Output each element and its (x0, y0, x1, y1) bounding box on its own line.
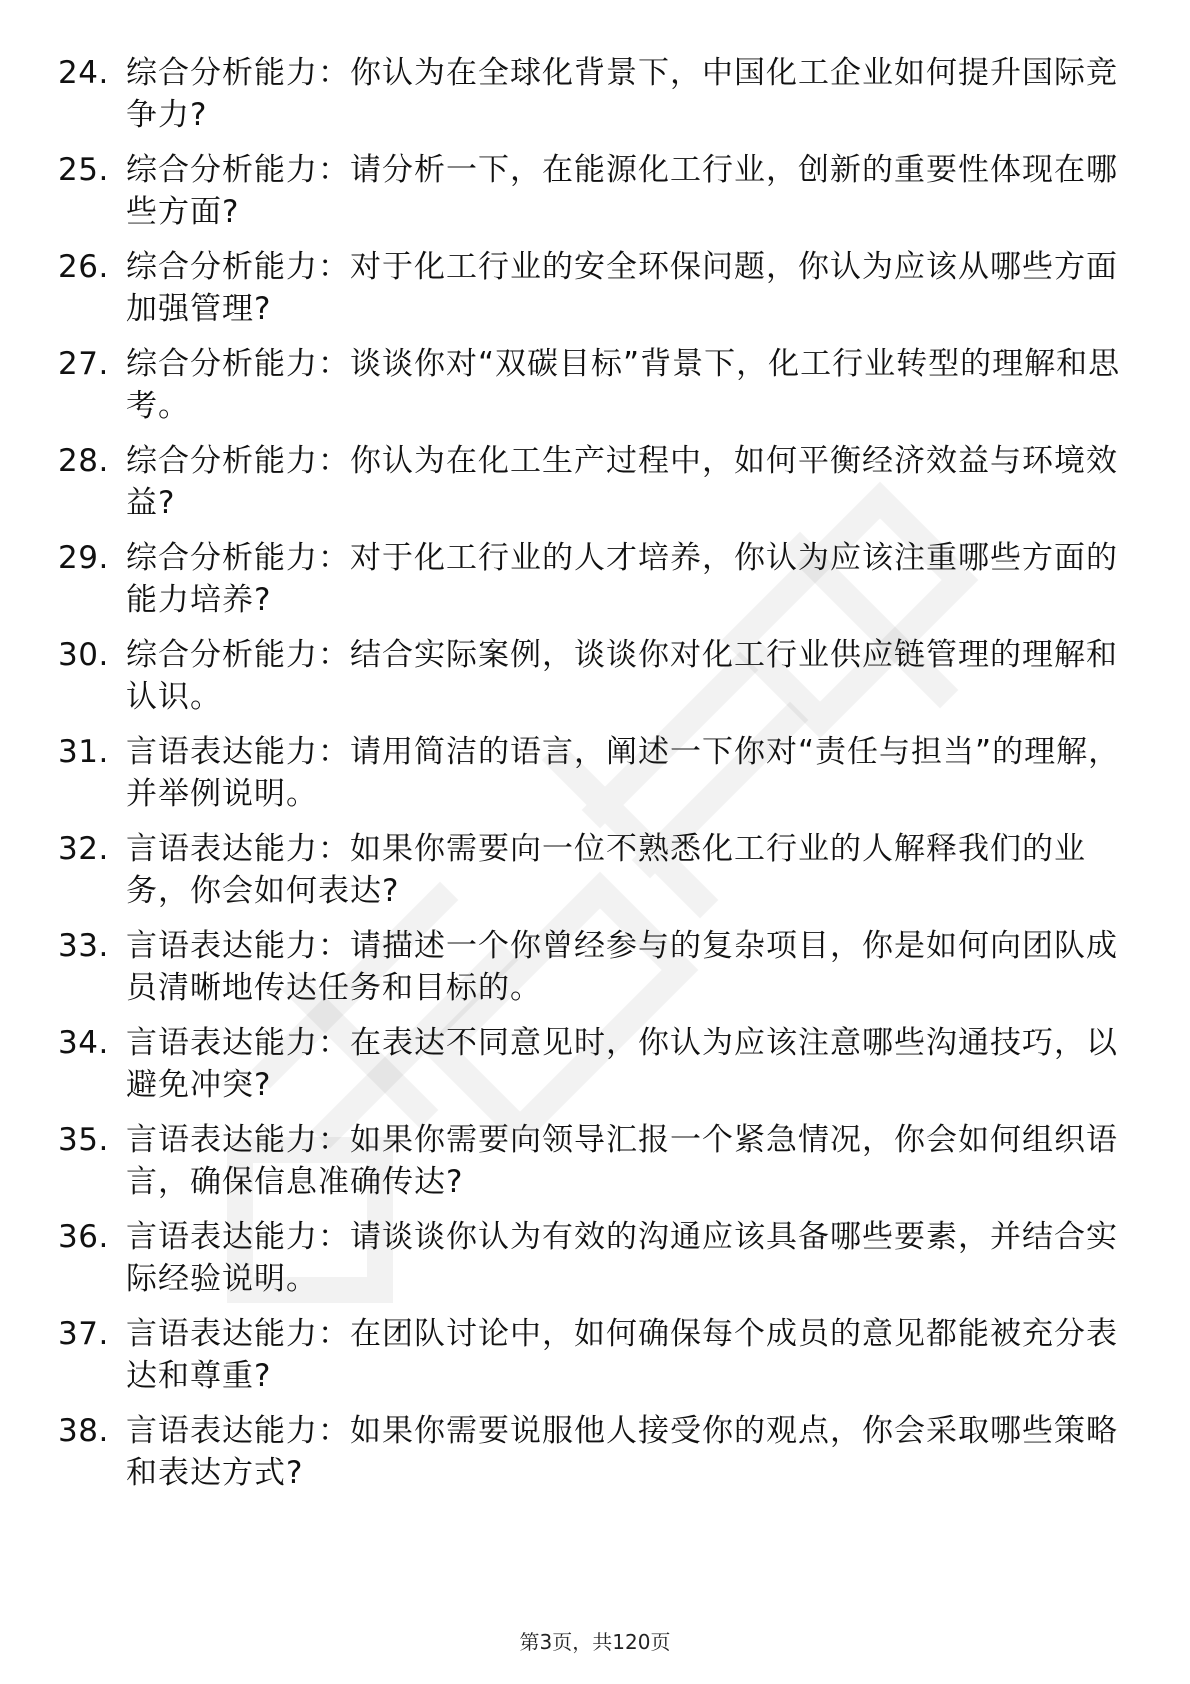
question-number: 24. (58, 55, 109, 91)
question-item (58, 52, 1138, 149)
question-text: 言语表达能力：在团队讨论中，如何确保每个成员的意见都能被充分表达和尊重? (126, 1316, 1118, 1394)
question-item (58, 731, 1138, 828)
question-item (58, 925, 1138, 1022)
question-text: 言语表达能力：如果你需要向一位不熟悉化工行业的人解释我们的业务，你会如何表达? (126, 831, 1086, 909)
question-item (58, 1410, 1138, 1507)
question-item (58, 440, 1138, 537)
question-number: 34. (58, 1025, 109, 1061)
question-number: 37. (58, 1316, 109, 1352)
question-item (58, 1119, 1138, 1216)
question-list (58, 52, 1138, 1507)
question-item (58, 1022, 1138, 1119)
question-number: 33. (58, 928, 109, 964)
question-text: 综合分析能力：谈谈你对“双碳目标”背景下，化工行业转型的理解和思考。 (126, 346, 1121, 424)
question-number: 35. (58, 1122, 109, 1158)
question-text: 综合分析能力：请分析一下，在能源化工行业，创新的重要性体现在哪些方面? (126, 152, 1118, 230)
question-item (58, 537, 1138, 634)
question-item (58, 1216, 1138, 1313)
question-item (58, 343, 1138, 440)
question-text: 言语表达能力：如果你需要说服他人接受你的观点，你会采取哪些策略和表达方式? (126, 1413, 1118, 1491)
question-number: 30. (58, 637, 109, 673)
question-text: 言语表达能力：请描述一个你曾经参与的复杂项目，你是如何向团队成员清晰地传达任务和目标的。 (126, 928, 1118, 1006)
question-number: 28. (58, 443, 109, 479)
question-number: 36. (58, 1219, 109, 1255)
question-number: 26. (58, 249, 109, 285)
question-item (58, 634, 1138, 731)
question-text: 综合分析能力：你认为在全球化背景下，中国化工企业如何提升国际竞争力? (126, 55, 1118, 133)
question-text: 言语表达能力：请用简洁的语言，阐述一下你对“责任与担当”的理解，并举例说明。 (126, 734, 1121, 812)
question-item (58, 828, 1138, 925)
question-text: 言语表达能力：如果你需要向领导汇报一个紧急情况，你会如何组织语言，确保信息准确传达? (126, 1122, 1118, 1200)
question-text: 综合分析能力：对于化工行业的安全环保问题，你认为应该从哪些方面加强管理? (126, 249, 1118, 327)
question-item (58, 1313, 1138, 1410)
question-text: 言语表达能力：在表达不同意见时，你认为应该注意哪些沟通技巧，以避免冲突? (126, 1025, 1118, 1103)
question-text: 综合分析能力：对于化工行业的人才培养，你认为应该注重哪些方面的能力培养? (126, 540, 1118, 618)
question-number: 38. (58, 1413, 109, 1449)
question-item (58, 246, 1138, 343)
question-item (58, 149, 1138, 246)
question-number: 32. (58, 831, 109, 867)
question-text: 言语表达能力：请谈谈你认为有效的沟通应该具备哪些要素，并结合实际经验说明。 (126, 1219, 1118, 1297)
question-number: 27. (58, 346, 109, 382)
question-text: 综合分析能力：你认为在化工生产过程中，如何平衡经济效益与环境效益? (126, 443, 1118, 521)
page-footer: 第3页，共120页 (519, 1630, 671, 1654)
question-number: 25. (58, 152, 109, 188)
question-number: 31. (58, 734, 109, 770)
question-text: 综合分析能力：结合实际案例，谈谈你对化工行业供应链管理的理解和认识。 (126, 637, 1118, 715)
question-number: 29. (58, 540, 109, 576)
